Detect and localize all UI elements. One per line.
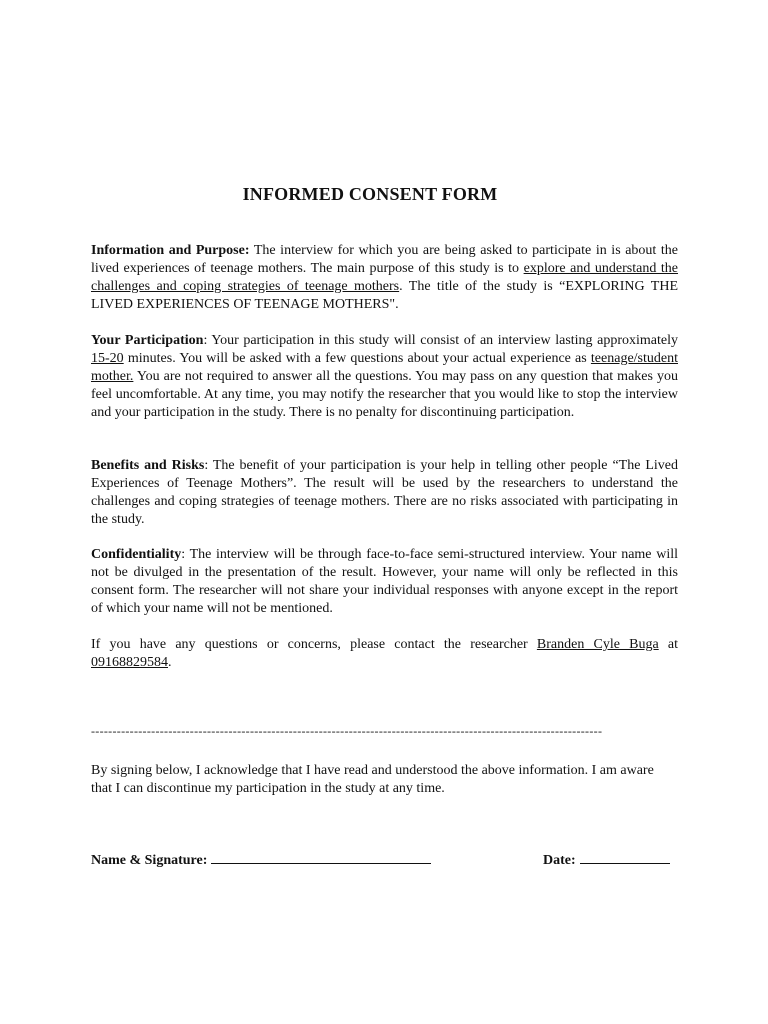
confidentiality-heading: Confidentiality [91, 547, 182, 562]
information-paragraph [91, 242, 678, 314]
study-purpose: explore and understand the challenges and coping strategies of teenage mothers [91, 261, 679, 294]
contact-text-1: If you have any questions or concerns, please contact the researcher [91, 637, 537, 652]
participation-text-3: You are not required to answer all the questions. You may pass on any question that makes you feel uncomfortable. At any time, you may notify the researcher that you would like to stop the interview and your participation in the study. There is no penalty for discontinuing participation. [91, 369, 678, 420]
interview-duration: 15-20 [91, 351, 124, 366]
name-signature-line[interactable] [211, 849, 431, 864]
contact-paragraph [91, 636, 678, 672]
date-line[interactable] [580, 849, 670, 864]
information-text-1: The interview for which you are being asked to participate in is about the lived experiences of teenage mothers. The main purpose of this study is to [91, 243, 678, 276]
date-group [543, 849, 670, 870]
benefits-text: : The benefit of your participation is your help in telling other people “The Lived Experiences of Teenage Mothers”. The result will be used by the researchers to understand the challenges and coping strategies of teenage mothers. There are no risks associated with participating in the study. [91, 458, 678, 527]
researcher-phone: 09168829584 [91, 655, 168, 670]
information-heading: Information and Purpose: [91, 243, 250, 258]
name-signature-group [91, 849, 431, 870]
benefits-paragraph [91, 457, 678, 529]
participation-text-2: minutes. You will be asked with a few questions about your actual experience as [123, 351, 591, 366]
benefits-heading: Benefits and Risks [91, 458, 205, 473]
form-title: INFORMED CONSENT FORM [242, 184, 498, 204]
contact-text-3: . [168, 655, 172, 670]
researcher-name: Branden Cyle Buga [536, 637, 659, 652]
participation-text-1: : Your participation in this study will consist of an interview lasting approximately [203, 333, 678, 348]
participation-paragraph [91, 332, 678, 422]
confidentiality-text: : The interview will be through face-to-face semi-structured interview. Your name will not be divulged in the presentation of the result. However, your name will only be reflected in this consent form. The researcher will not share your individual responses with anyone except in the report of which your name will not be mentioned. [91, 547, 678, 616]
confidentiality-paragraph [91, 546, 678, 618]
section-divider: ----------------------------------------------------------------------------------------------------------------------- [91, 724, 603, 738]
participant-role: teenage/student mother. [91, 351, 678, 384]
participation-heading: Your Participation [91, 333, 204, 348]
name-signature-label: Name & Signature: [91, 853, 208, 868]
date-label: Date: [543, 853, 576, 868]
acknowledgement-paragraph: By signing below, I acknowledge that I have read and understood the above information. I am aware that I can discontinue my participation in the study at any time. [91, 763, 654, 796]
contact-text-2: at [658, 637, 678, 652]
information-text-2: . The title of the study is “EXPLORING THE LIVED EXPERIENCES OF TEENAGE MOTHERS". [91, 279, 679, 312]
